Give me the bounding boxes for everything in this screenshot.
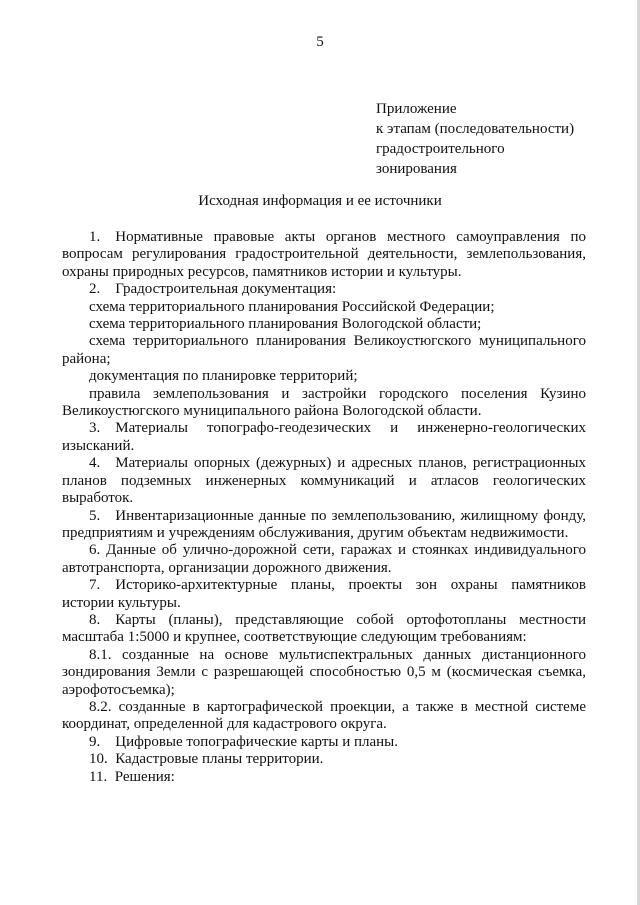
paragraph-subitem: схема территориального планирования Российской Федерации; [89,298,495,315]
paragraph-item-6: 6. Данные об улично-дорожной сети, гаражах и стоянках индивидуального автотранспорта, организации дорожного движения. [62,542,586,576]
paragraph-item-4: 4. Материалы опорных (дежурных) и адресных планов, регистрационных планов подземных инженерных коммуникаций и атласов геологических выработок. [62,455,586,507]
paragraph-subitem: документация по планировке территорий; [89,368,358,385]
paragraph-subitem: схема территориального планирования Великоустюгского муниципального района; [62,333,586,367]
appendix-line: Приложение [376,101,457,117]
paragraph-item-2: 2. Градостроительная документация: [89,281,337,298]
paragraph-item-1: 1. Нормативные правовые акты органов местного самоуправления по вопросам регулирования градостроительной деятельности, землепользования, охраны природных ресурсов, памятников истории и культуры. [62,229,586,280]
paragraph-subitem: правила землепользования и застройки городского поселения Кузино Великоустюгского муниципального района Вологодской области. [62,385,586,420]
paragraph-item-3: 3. Материалы топографо-геодезических и инженерно-геологических изысканий. [62,420,586,454]
appendix-note [376,99,616,179]
paragraph-item-8: 8. Карты (планы), представляющие собой ортофотопланы местности масштаба 1:5000 и крупнее, соответствующие следующим требованиям: [62,611,586,646]
appendix-line: к этапам (последовательности) [376,121,575,137]
paragraph-item-8-2: 8.2. созданные в картографической проекции, а также в местной системе координат, определенной для кадастрового округа. [62,698,586,733]
paragraph-item-9: 9. Цифровые топографические карты и планы. [89,733,399,750]
appendix-line: зонирования [376,161,457,177]
paragraph-subitem: схема территориального планирования Вологодской области; [89,316,482,333]
paragraph-item-5: 5. Инвентаризационные данные по землепользованию, жилищному фонду, предприятиям и учреждениям обслуживания, другим объектам недвижимости. [62,507,586,541]
paragraph-item-11: 11. Решения: [89,768,175,785]
paragraph-item-10: 10. Кадастровые планы территории. [89,751,324,768]
document-title: Исходная информация и ее источники [198,193,442,209]
page-number: 5 [316,34,324,50]
paragraph-item-8-1: 8.1. созданные на основе мультиспектральных данных дистанционного зондирования Земли с разрешающей способностью 0,5 м (космическая съемка, аэрофотосъемка); [62,646,586,698]
document-body [62,229,586,786]
appendix-line: градостроительного [376,141,505,157]
paragraph-item-7: 7. Историко-архитектурные планы, проекты зон охраны памятников истории культуры. [62,577,586,611]
